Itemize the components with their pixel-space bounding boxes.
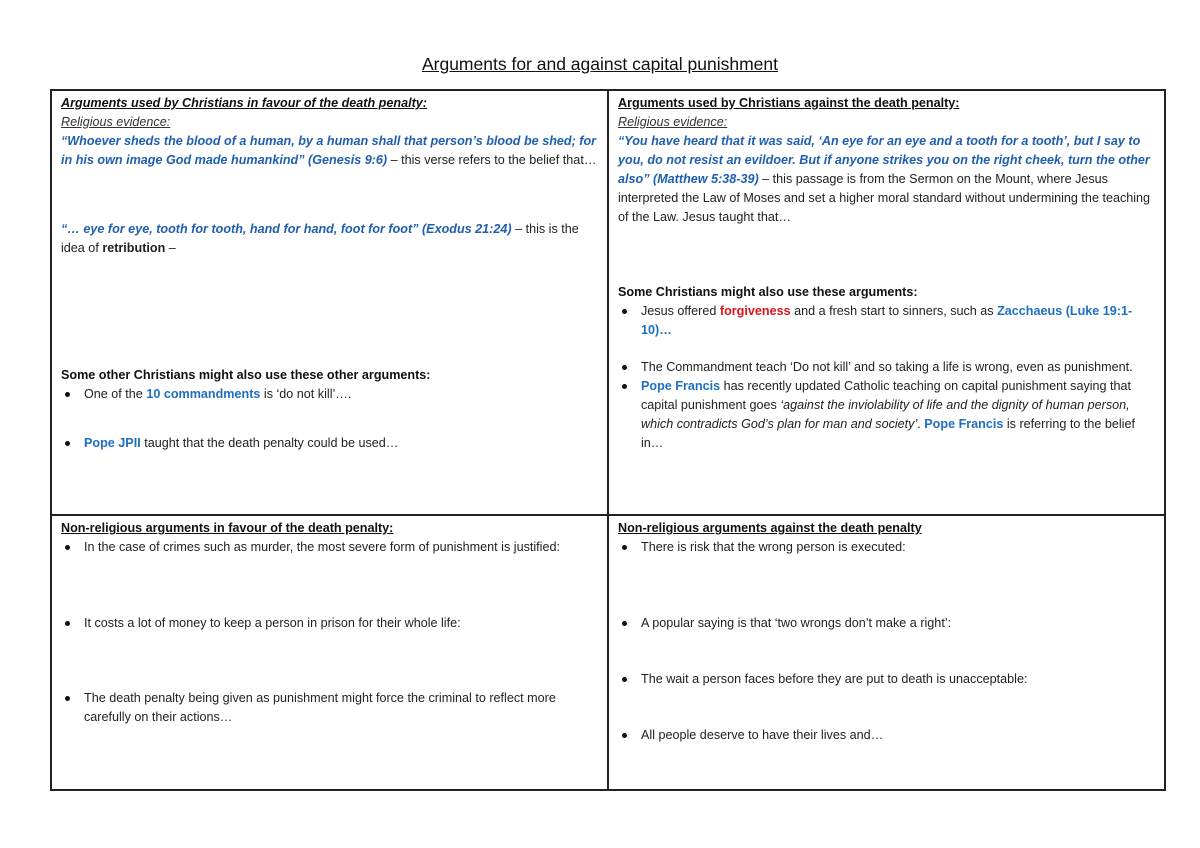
nonreligious-against-cell: [608, 515, 1165, 790]
list-item: Pope Francis has recently updated Catholic teaching on capital punishment saying that capital punishment goes ‘against the inviolability of life and the dignity of human person, which contradicts God’s plan for man and society’. Pope Francis is referring to the belief in…: [618, 377, 1155, 453]
genesis-quote: “Whoever sheds the blood of a human, by a human shall that person’s blood be shed; for in his own image God made humankind” (Genesis 9:6): [61, 134, 597, 167]
page-title: Arguments for and against capital punishment: [421, 54, 779, 74]
list-item: All people deserve to have their lives and…: [618, 726, 1155, 745]
argument-list: [618, 302, 1155, 453]
nonreligious-for-cell: [51, 515, 608, 790]
table-row: [51, 90, 1165, 515]
exodus-paragraph: [61, 220, 598, 258]
list-item: There is risk that the wrong person is executed:: [618, 538, 1155, 557]
list-item: In the case of crimes such as murder, the most severe form of punishment is justified:: [61, 538, 598, 557]
list-item: One of the 10 commandments is ‘do not kill’….: [61, 385, 598, 404]
religious-evidence-label: Religious evidence:: [61, 115, 171, 129]
argument-list: [61, 385, 598, 453]
genesis-paragraph: [61, 132, 598, 170]
list-item: It costs a lot of money to keep a person in prison for their whole life:: [61, 614, 598, 633]
pope-francis-keyword: Pope Francis: [924, 417, 1004, 431]
ten-commandments-keyword: 10 commandments: [146, 387, 261, 401]
list-item: The wait a person faces before they are put to death is unacceptable:: [618, 670, 1155, 689]
forgiveness-keyword: forgiveness: [719, 304, 791, 318]
retribution-keyword: retribution: [102, 241, 166, 255]
christian-against-cell: [608, 90, 1165, 515]
arguments-table: [50, 89, 1166, 791]
exodus-explanation: – this is the idea of: [61, 222, 579, 255]
cell-heading: Non-religious arguments against the death penalty: [618, 521, 922, 535]
list-item: The death penalty being given as punishment might force the criminal to reflect more carefully on their actions…: [61, 689, 598, 727]
argument-list: [61, 538, 598, 727]
exodus-quote: “… eye for eye, tooth for tooth, hand for hand, foot for foot” (Exodus 21:24): [61, 222, 512, 236]
cell-heading: Arguments used by Christians in favour of the death penalty:: [61, 96, 427, 110]
cell-heading: Arguments used by Christians against the death penalty:: [618, 96, 960, 110]
cell-heading: Non-religious arguments in favour of the death penalty:: [61, 521, 394, 535]
matthew-quote: “You have heard that it was said, ‘An eye for an eye and a tooth for a tooth’, but I say to you, do not resist an evildoer. But if anyone strikes you on the right cheek, turn the other also” (Matthew 5:38-39): [618, 134, 1150, 186]
christian-for-cell: [51, 90, 608, 515]
pope-francis-keyword: Pope Francis: [641, 379, 721, 393]
section-heading: Some Christians might also use these arguments:: [618, 285, 918, 299]
pope-jpii-keyword: Pope JPII: [84, 436, 141, 450]
matthew-paragraph: [618, 132, 1155, 227]
section-heading: Some other Christians might also use these other arguments:: [61, 368, 431, 382]
list-item: A popular saying is that ‘two wrongs don’t make a right’:: [618, 614, 1155, 633]
table-row: [51, 515, 1165, 790]
argument-list: [618, 538, 1155, 745]
genesis-explanation: – this verse refers to the belief that…: [387, 153, 597, 167]
pope-francis-quote: ‘against the inviolability of life and the dignity of human person, which contradicts God’s plan for man and society’: [641, 398, 1130, 431]
exodus-dash: –: [165, 241, 176, 255]
list-item: Pope JPII taught that the death penalty could be used…: [61, 434, 598, 453]
zacchaeus-keyword: Zacchaeus (Luke 19:1-10)…: [641, 304, 1133, 337]
matthew-explanation: – this passage is from the Sermon on the Mount, where Jesus interpreted the Law of Moses and set a higher moral standard without undermining the teaching of the Law. Jesus taught that…: [618, 172, 1151, 224]
religious-evidence-label: Religious evidence:: [618, 115, 728, 129]
list-item: The Commandment teach ‘Do not kill’ and so taking a life is wrong, even as punishment.: [618, 358, 1155, 377]
list-item: Jesus offered forgiveness and a fresh start to sinners, such as Zacchaeus (Luke 19:1-10)…: [618, 302, 1155, 340]
